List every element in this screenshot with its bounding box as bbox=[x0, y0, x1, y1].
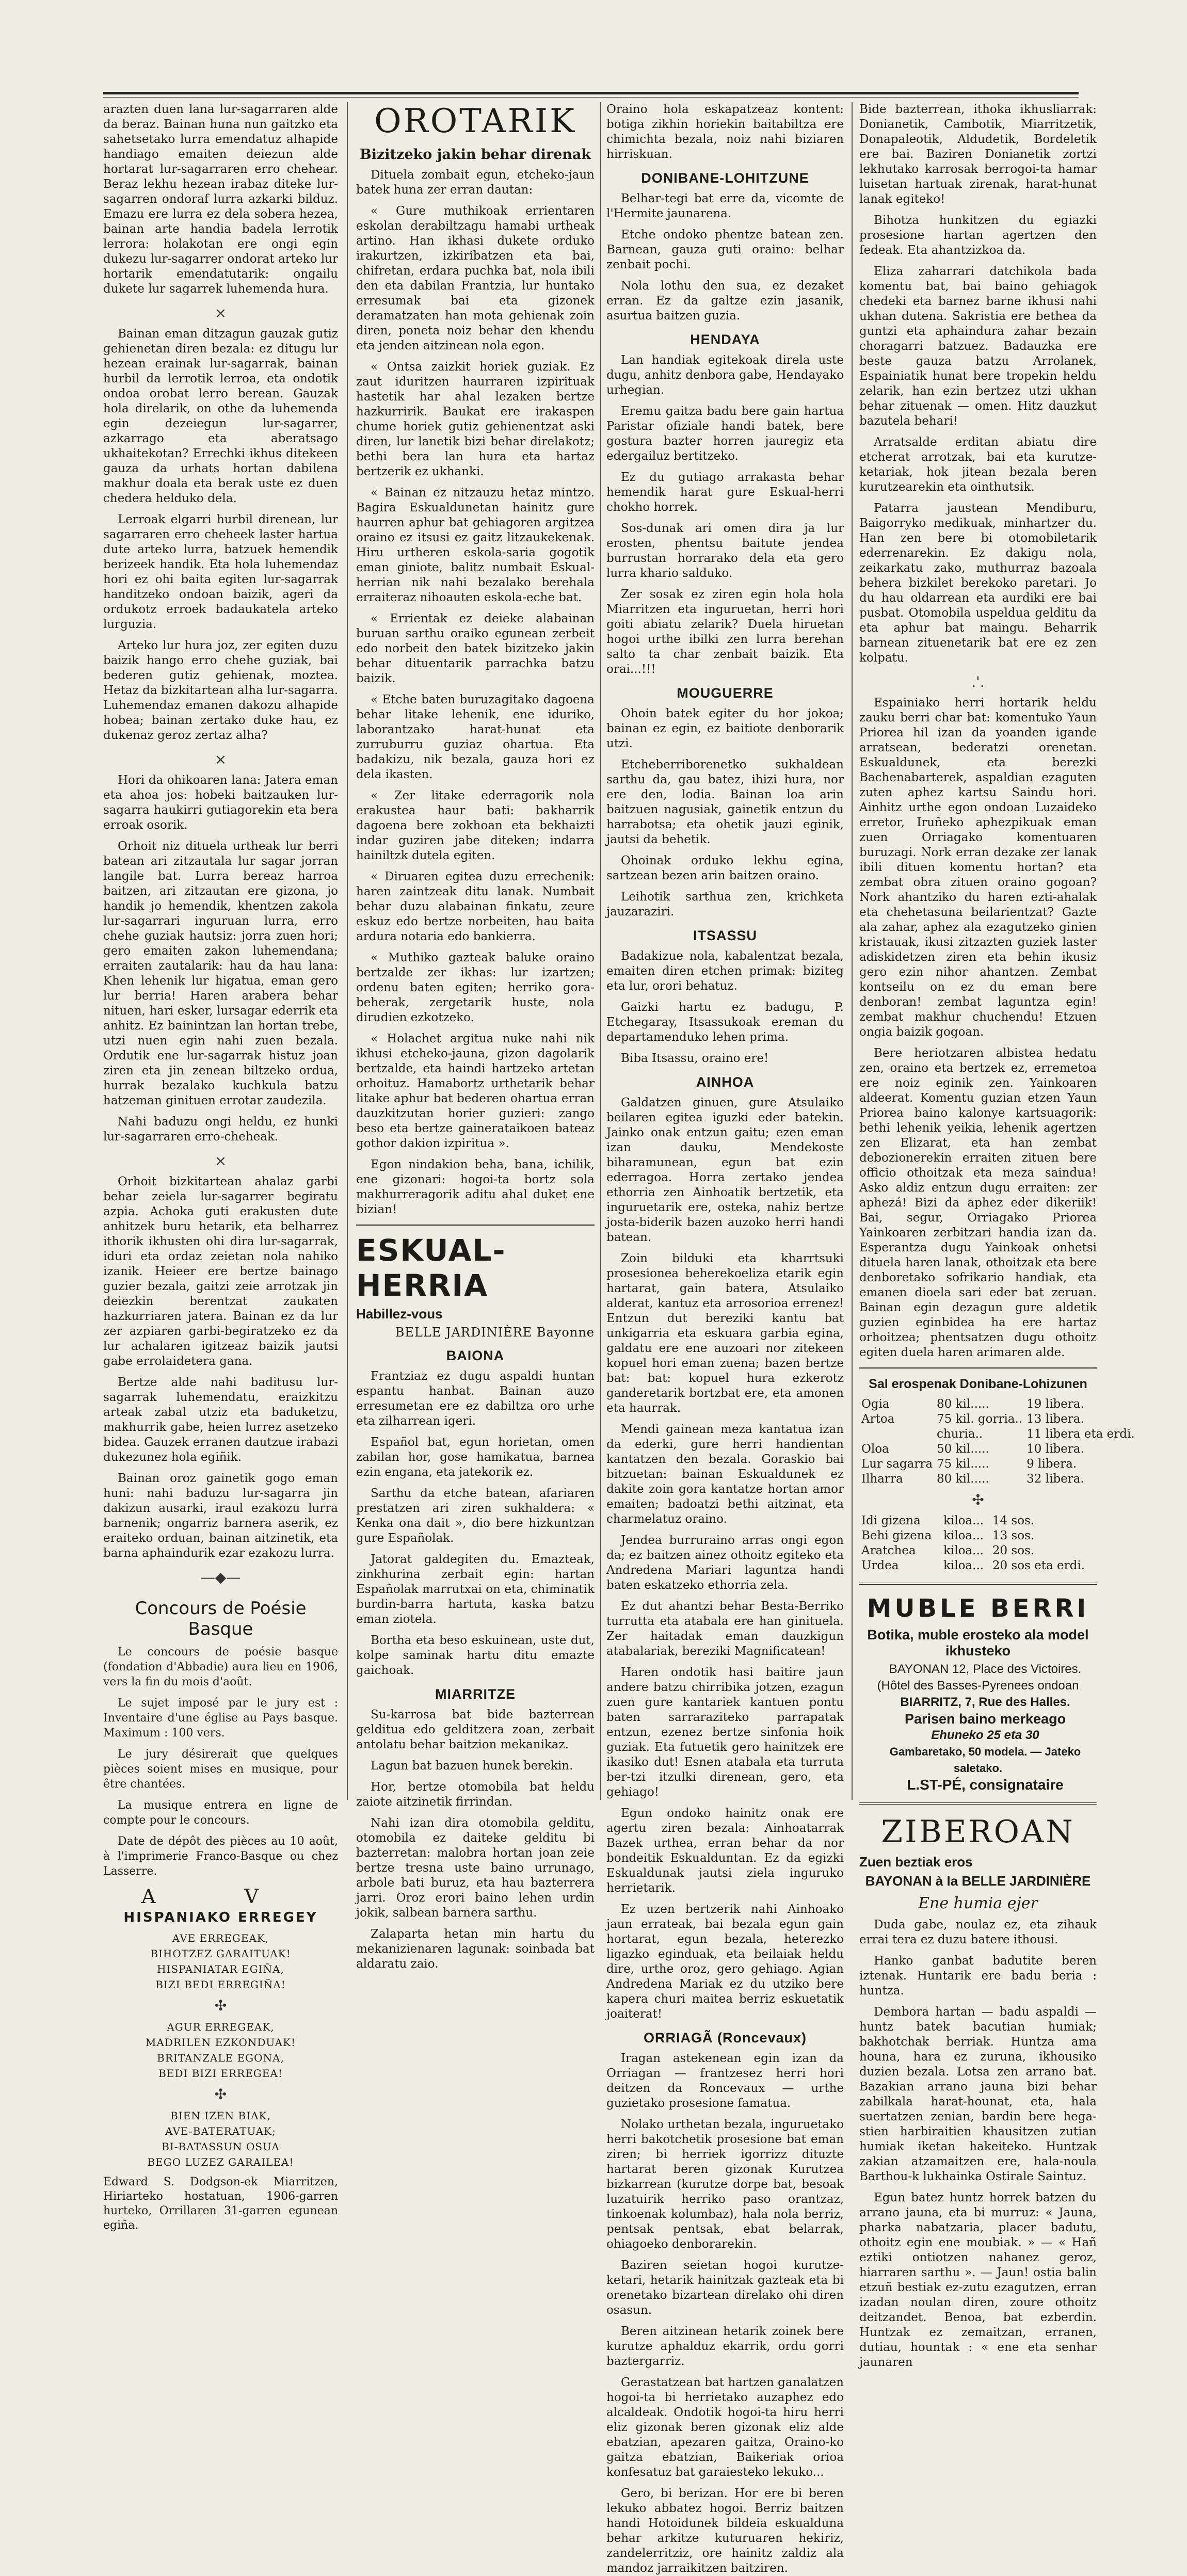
paragraph: Bortha eta beso eskuinean, uste dut, kolpe saminak hartu ditu emazte gaichoak. bbox=[356, 1634, 595, 1677]
poem-verse-2 bbox=[103, 2019, 338, 2081]
column-2 bbox=[356, 102, 595, 1971]
paragraph: Lagun bat bazuen hunek berekin. bbox=[371, 1759, 573, 1773]
section-separator: × bbox=[214, 751, 227, 768]
paragraph: Nola lothu den sua, ez dezaket erran. Ez da galtze ezin jasanik, asurtua baitzen guzia. bbox=[606, 279, 844, 323]
paragraph: Eremu gaitza badu bere gain hartua Paristar ofiziale handi batek, bere gostura bazter horren jauregiz eta edergailuz bertitzeko. bbox=[606, 405, 844, 463]
paragraph: Arteko lur hura joz, zer egiten duzu baizik hango erro chehe guziak, bai bederen gutiz gehienak, moztea. Hetaz da bizkitartean alha lur-sagarra. Luhemendaz emanen dakozu alhapide hobea; bainan zertako duke hau, ez dukenaz geroz zertaz alha? bbox=[103, 639, 338, 742]
place-heading: MOUGUERRE bbox=[677, 685, 774, 701]
paragraph: Espainiako herri hortarik heldu zauku berri char bat: komentuko Yaun Priorea hil izan da yoanden igande arratsean, bederatzi orenetan. Eskualdunek, eta berezki Bachenabarterek, aspaldian ezaguten zuten aphez kartsu Saindu hori. Ainhitz urthe egon ondoan Luzaideko erretor, Iruñeko aphezpikuak eman zuen Orriagako komentuaren buruzagi. Nork erran dezake zer lanak ibili dituen komentu hortan? eta zembat obra zituen oraino gogoan? Nork ahantziko du haren ezti-ahalak eta chehetasuna beilarientzat? Gazte ala zahar, aphez ala ezagutzeko ginien kristauak, ikusi zitzazten guziek laster adiskidetzen ziren eta behin ikusiz gero ezin nihor ahantzen. Zembat kontseilu on ez du eman bere denboran! zembat laguntza egin! zembat makhur chuchendu! Etzuen ongia baizik gogoan. bbox=[859, 696, 1097, 1039]
price-table bbox=[859, 1397, 1137, 1487]
price-cell: kiloa... bbox=[943, 1514, 984, 1527]
paragraph: Zalaparta hetan min hartu du mekanizienaren lagunak: soinbada bat aldaratu zaio. bbox=[356, 1927, 595, 1971]
paragraph: Egun batez huntz horrek batzen du arrano jauna, eta bi murruz: « Jauna, pharka nabatzaria, placer badutu, othoitz egin ene moubiak. » — « Hañ eztiki ontiotzen nahanez geroz, hiarraren sarthu ». — Jaun! ostia balin etzuñ bestiak ez-zutu ezagutzen, erran izadan noulan diren, zoure othoitz deitzandet. Benoa, bat ezberdin. Huntzak ez zemaitzan, erranen, dutiau, hountak : « ene eta senhar jaunaren bbox=[859, 2191, 1097, 2369]
price-cell: Artoa bbox=[861, 1412, 895, 1426]
place-heading: HENDAYA bbox=[690, 332, 760, 347]
top-rule bbox=[103, 92, 1079, 94]
price-cell: kiloa... bbox=[943, 1544, 984, 1557]
paragraph: Bainan oroz gainetik gogo eman huni: nahi baduzu lur-sagarra jin dakizun ausarki, iraul ezakozu lurra barnenik; ongarriz barnera aserik, ez eraiteko orduan, bainan aitzinetik, eta barna aphaindurik ezar ezakozu lurra. bbox=[103, 1472, 338, 1560]
paragraph: arazten duen lana lur-sagarraren alde da beraz. Bainan huna nun gaitzko eta sahetsetako lurra emendatuz alhapide handiago emaiten deiezun alde hortarat lur-sagarraren erro chehear. Beraz lekhu hezean irabaz diteke lur-sagarren ondoraf lurra azkarki bilduz. Emazu ere lurra ez dela sobera hezea, bainan arte handia badela lerrotik lerrora: holakotan ere ongi egin dukezu lur-sagarrer ondorat arteko lur hortarik emendatutarik: ongailu dukete lur sagarrek luhemenda hura. bbox=[103, 103, 338, 296]
paragraph: Bide bazterrean, ithoka ikhusliarrak: Donianetik, Cambotik, Miarritzetik, Donapaleotik, Aldudetik, Bordeletik ere bai. Baziren Donianetik zortzi lekhutako karrosak berrogoi-ta hamar luisetan hartuak zirenak, harat-hunat lanak egiteko! bbox=[859, 103, 1097, 206]
divider bbox=[859, 1367, 1097, 1369]
price-row bbox=[859, 1457, 1137, 1472]
paragraph: Ez dut ahantzi behar Besta-Berriko turrutta eta atabala ere han ginituela. Zer haitadak eman dauzkigun atabalariak, bereziki Magnificatean! bbox=[606, 1600, 844, 1658]
paragraph: « Diruaren egitea duzu errechenik: haren zaintzeak ditu lanak. Numbait behar duzu alabainan finkatu, zeure eskuz edo bertze norbeiten, hau baita ardura notaria edo bankierra. bbox=[356, 870, 595, 943]
price-row bbox=[859, 1558, 1097, 1573]
divider bbox=[859, 1802, 1097, 1805]
paragraph: Arratsalde erditan abiatu dire etcherat arrotzak, bai eta kurutze-ketariak, hok jitean bezala beren kurutzearekin eta ointhutsik. bbox=[859, 436, 1097, 494]
paragraph: Español bat, egun horietan, omen zabilan hor, gose hamikatua, barnea ezin engana, eta jatekorik ez. bbox=[356, 1436, 595, 1479]
verse-line: MADRILEN EZKONDUAK! bbox=[145, 2036, 296, 2049]
price-row bbox=[859, 1472, 1137, 1487]
paragraph: Sos-dunak ari omen dira ja lur erosten, phentsu baitute jendea burrustan horrarako dela eta gero lurra khario salduko. bbox=[606, 522, 844, 580]
verse-line: BEGO LUZEZ GARAILEA! bbox=[147, 2156, 294, 2168]
price-cell: churia.. bbox=[937, 1427, 983, 1441]
price-cell: 11 libera eta erdi. bbox=[1026, 1427, 1135, 1441]
paragraph: Haren ondotik hasi baitire jaun andere batzu chirribika jotzen, ezagun zuen gure kantariek kantuen pontu baten sarraraziteko parrapatak entzun, ezenez bertze sinfonia hoik guziak. Eta futuetik gero hainitzek ere ikasiko dut! Esnen atabala eta turruta ber-tzi itzulki direnean, gero, eta gehiago! bbox=[606, 1666, 844, 1799]
paragraph: Le concours de poésie basque (fondation d'Abbadie) aura lieu en 1906, vers la fin du mois d'août. bbox=[103, 1646, 338, 1688]
paragraph: Biba Itsassu, oraino ere! bbox=[621, 1052, 769, 1065]
concours-heading: Concours de Poésie Basque bbox=[135, 1598, 307, 1639]
ad-text: Gambaretako, 50 modela. — Jateko saletako. bbox=[889, 1745, 1081, 1775]
price-cell: 19 libera. bbox=[1026, 1397, 1084, 1411]
story-title: Ene humia ejer bbox=[918, 1894, 1038, 1912]
column-3 bbox=[606, 102, 844, 2575]
paragraph: Gero, bi berizan. Hor ere bi beren lekuko abbatez hogoi. Berriz baitzen handi Hotoidunek bildeia eskualduna behar arkitze kuturuaren hekiriz, zandelerritziz, ore hainitz zaldiz ala mandoz jarraikitzen baitziren. bbox=[606, 2487, 844, 2575]
paragraph: Nahi izan dira otomobila gelditu, otomobila ez daiteke gelditu bi bazterretan: malobra hortan joan zeie bertze tresna uste baino urrunago, arbole bati buruz, eta hau bazterrera jarri. Oroz erori baino lehen urdin jokik, salbean barnera sarthu. bbox=[356, 1816, 595, 1920]
section-separator: .'. bbox=[971, 673, 985, 690]
paragraph: Zer sosak ez ziren egin hola hola Miarritzen eta inguruetan, herri hori goiti abiatu zelarik? Duela hiruetan hogoi urthe ibilki zen lurra berehan salto ta char zenbait baizik. Eta orai...!!! bbox=[606, 588, 844, 676]
top-rule-thin bbox=[103, 97, 1079, 98]
paragraph: Frantziaz ez dugu aspaldi huntan espantu hanbat. Bainan auzo erresumetan ere ez dabiltza oro urhe eta zilharrean igeri. bbox=[356, 1370, 595, 1428]
price-row bbox=[859, 1528, 1097, 1543]
paragraph: Gerastatzean bat hartzen ganalatzen hogoi-ta bi herrietako auzaphez edo alcaldeak. Ondotik hogoi-ta hiru herri eliz gizonak beren gizonak eliz alde ebatzian, apezaren gaitza, Oraino-ko gaitza ebatzian, Baikeriak orioa konfesatuz bat garaiesteko lekuko... bbox=[606, 2376, 844, 2479]
price-cell: Oloa bbox=[861, 1442, 889, 1456]
paragraph: Baziren seietan hogoi kurutze-ketari, hetarik hainitzak gazteak eta bi orenetako bizartean direlako ohi diren osasun. bbox=[606, 2259, 844, 2317]
poem-verse-3 bbox=[103, 2108, 338, 2170]
price-cell: kiloa... bbox=[943, 1559, 984, 1572]
verse-line: BEDI BIZI ERREGEA! bbox=[158, 2067, 283, 2080]
cross-ornament: ✣ bbox=[214, 2086, 227, 2103]
column-4 bbox=[859, 102, 1135, 2369]
place-heading: ORRIAGÃ (Roncevaux) bbox=[643, 2030, 807, 2046]
paragraph: « Gure muthikoak errientaren eskolan derabiltzagu hamabi urtheak artino. Han ikhasi dukete orduko irakurtzen, izkiribatzen eta bai, chifretan, erdara puchka bat, nola ibili den eta dabilan Frantzia, lur huntako erresumak bai eta gizonek deramatzaten han mota gehienak zoin diren, poneta noiz behar den khendu eta jenden aitzinean nola egon. bbox=[356, 204, 595, 352]
paragraph: « Zer litake ederragorik nola erakustea haur bati: bakharrik dagoena bere zokhoan eta bekhaizti indar guziren jabe diteken; indarra hainiltzk dutela egiten. bbox=[356, 789, 595, 862]
paragraph: Leihotik sarthua zen, krichketa jauzaraziri. bbox=[606, 890, 844, 919]
paragraph: Egun ondoko hainitz onak ere agertu ziren bezala: Ainhoatarrak Bazek urthea, erran behar da nor bondeitik Eskualduntan. Ez da egizki Eskualdunak jautsi ziela inguruko herrietarik. bbox=[606, 1807, 844, 1895]
verse-line: BIZI BEDI ERREGIÑA! bbox=[155, 1978, 286, 1991]
ad-text: L.ST-PÉ, consignataire bbox=[907, 1777, 1064, 1793]
paragraph: Dituela zombait egun, etcheko-jaun batek huna zer erran dautan: bbox=[356, 168, 595, 197]
place-heading: BAIONA bbox=[446, 1348, 505, 1363]
paragraph: Bertze alde nahi baditusu lur-sagarrak luhemendatu, eraizkitzu arteak zabal utziz eta baduketzu, makhurrik gabe, heien lurrez asetzeko bidea. Gauzek erranen dautzue irabazi dukezunez hola egiñik. bbox=[103, 1376, 338, 1464]
verse-line: BI-BATASSUN OSUA bbox=[162, 2140, 280, 2153]
paragraph: Mendi gainean meza kantatua izan da ederki, gure herri handientan kantatzen den bezala. Goraskio bai bitzuetan: bainan Eskualdunek ez dakite zoin gora kantatze hortan amor emaiten; badoatzi bethi aitzinat, eta charmelatuz oraino. bbox=[606, 1423, 844, 1526]
section-title: ESKUAL-HERRIA bbox=[356, 1233, 506, 1303]
paragraph: Dembora hartan — badu aspaldi — huntz batek bacutian humiak; bakhotchak berriak. Huntza ama houna, hara ez zuruna, ikhousiko duzien bezala. Lotsa zen arrano bat. Bazakian arrano jauna bizi behar zabilkala harat-hounat, eta, hala suertatzen zenian, bardin bere hega-stien harbiraitien khausitzen zutian humiak iketan hakeiteko. Huntzak zakian atzamaitzen ere, hala-noula Barthou-k lukhainka Ostirale Saintuz. bbox=[859, 2005, 1097, 2183]
price-cell bbox=[859, 1427, 935, 1442]
ad-text: BELLE JARDINIÈRE Bayonne bbox=[395, 1325, 595, 1340]
verse-line: BIHOTZEZ GARAITUAK! bbox=[150, 1947, 291, 1960]
paragraph: Le jury désirerait que quelques pièces soient mises en musique, pour être chantées. bbox=[103, 1748, 338, 1791]
poem-title: HISPANIAKO ERREGEY bbox=[123, 1910, 318, 1925]
ad-text: BAYONAN 12, Place des Victoires. (Hôtel des Basses-Pyrenees ondoan bbox=[877, 1662, 1082, 1693]
ad-text: BAYONAN à la BELLE JARDINIÈRE bbox=[865, 1873, 1091, 1889]
verse-line: BRITANZALE EGONA, bbox=[157, 2052, 284, 2064]
price-cell: 75 kil..... bbox=[937, 1457, 989, 1471]
price-row bbox=[859, 1442, 1137, 1457]
poem-initials: A V bbox=[141, 1885, 300, 1908]
price-row bbox=[859, 1412, 1137, 1427]
paragraph: Galdatzen ginuen, gure Atsulaiko beilaren egitea iguzki eder batekin. Jainko onak entzun gaitu; ezen eman izan dauku, Mendekoste biharamunean, egun bat ezin ederragoa. Horra zertako jendea ethorria zen Ainhoatik bertzetik, eta inguruetarik ere, osteka, nahiz bertze josta-biderik bazen auzoko herri handi batean. bbox=[606, 1096, 844, 1244]
price-row bbox=[859, 1427, 1137, 1442]
price-cell: 14 sos. bbox=[992, 1514, 1035, 1527]
paragraph: Jendea burruraino arras ongi egon da; ez baitzen ainez othoitz egiteko eta Andredena Mariari laguntza handi baten eskatzeko ethorria zela. bbox=[606, 1534, 844, 1592]
paragraph: Hor, bertze otomobila bat heldu zaiote aitzinetik firrindan. bbox=[356, 1780, 595, 1809]
paragraph: Ez uzen bertzerik nahi Ainhoako jaun errateak, bai bezala egun gain hortarat, egun bezala, heterezko ligazko eginduak, eta beilaiak heldu dire, urthe oroz, gero gehiago. Agian Andredena Mariak ez du utziko bere kapera churi maitea berriz eskuetatik joaiterat! bbox=[606, 1903, 844, 2021]
divider bbox=[356, 1225, 595, 1226]
paragraph: « Holachet argitua nuke nahi nik ikhusi etcheko-jauna, gizon dagolarik bertzalde, eta haindi hartzeko artetan orhoituz. Hamabortz urthetarik behar litake aphur bat bederen ohartua erran dauzkitzutan horier guzieri: zango beso eta bertze gainerataikoen bateaz gothor dakion izpiritua ». bbox=[356, 1032, 595, 1150]
cross-ornament: ✣ bbox=[972, 1491, 984, 1508]
column-1 bbox=[103, 102, 338, 2232]
paragraph: « Ontsa zaizkit horiek guziak. Ez zaut iduritzen haurraren izpirituak hastetik har ahal lezaken bertze hazkurririk. Baukat ere irakaspen chume horiek gutiz gehienentzat aski diren, lur lanetik bizi behar direlakotz; bethi bera lan hura eta hartaz bertzerik ez ukhanki. bbox=[356, 360, 595, 478]
verse-line: BIEN IZEN BIAK, bbox=[170, 2110, 271, 2122]
price-row bbox=[859, 1514, 1097, 1528]
ad-text: Botika, muble erosteko ala model ikhusteko bbox=[867, 1627, 1089, 1659]
verse-line: AGUR ERREGEAK, bbox=[167, 2021, 275, 2033]
paragraph: Patarra jaustean Mendiburu, Baigorryko medikuak, minhartzer du. Han zen bere bi otomobiletarik ederrenarekin. Ez dakigu nola, zeikarkatu zako, muthurraz bazoala behera bizkilet berekoko paretari. Jo du hau oldarrean eta aurdiki ere bai pusbat. Otomobila uspeldua gelditu da eta aphur bat maingu. Beharrik barnean zituenetarik bat ere ez zen kolpatu. bbox=[859, 502, 1097, 665]
paragraph: Bere heriotzaren albistea hedatu zen, oraino eta bertzek ez, erremetoa ere noiz eginik zen. Yainkoaren aldeerat. Komentu guzian etzen Yaun Priorea baino kalonye kartsuagorik: bethi lehenik yeikia, lehenik agertzen zen Elizarat, eta han zembat debozionerekin erraiten zituen bere officio othoitzak eta meza saindua! Asko aldiz entzun dugu erraiten: zer aphezá! Bizi da aphez eder dikeriik! Bai, segur, Orriagako Priorea Yainkoaren zerbitzari handia izan da. Esperantza dugu Yainkoak onhetsi dituela haren lanak, othoitzak eta bere denboretako sofrikario handiak, eta emanen dioela sari eder bat zeruan. Bainan egin dezagun gure aldetik guzien eginbidea ha ere hartaz orhoitzea; phentsatzen dugu othoitz egiten duela haren arimaren alde. bbox=[859, 1046, 1097, 1359]
paragraph: Beren aitzinean hetarik zoinek bere kurutze aphalduz ekarrik, ordu gorri baztergarriz. bbox=[606, 2325, 844, 2368]
paragraph: Oraino hola eskapatzeaz kontent: botiga zikhin horiekin baitabiltza ere chimichta bezala, noiz nahi biziaren hirriskuan. bbox=[606, 103, 844, 161]
price-cell: 75 kil. gorria.. bbox=[937, 1412, 1023, 1426]
column-divider bbox=[347, 102, 348, 1800]
price-cell: Behi gizena bbox=[861, 1529, 932, 1542]
paragraph: La musique entrera en ligne de compte pour le concours. bbox=[103, 1799, 338, 1827]
price-cell: Ogia bbox=[861, 1397, 890, 1411]
paragraph: Le sujet imposé par le jury est : Inventaire d'une église au Pays basque. Maximum : 100 vers. bbox=[103, 1697, 338, 1740]
paragraph: Badakizue nola, kabalentzat bezala, emaiten diren etchen primak: biziteg eta lur, orori behatuz. bbox=[606, 949, 844, 993]
price-cell: 20 sos eta erdi. bbox=[992, 1559, 1085, 1572]
poem-verse-1 bbox=[103, 1930, 338, 1992]
price-cell: 13 libera. bbox=[1026, 1412, 1084, 1426]
column-divider bbox=[852, 102, 853, 1800]
divider bbox=[859, 1583, 1097, 1585]
column-divider bbox=[600, 102, 601, 1800]
section-title: OROTARIK bbox=[374, 102, 576, 140]
paragraph: Su-karrosa bat bide bazterrean gelditua edo gelditzera zoan, zerbait antolatu behar baitzion mekanikaz. bbox=[356, 1708, 595, 1751]
paragraph: Sarthu da etche batean, afariaren prestatzen ari ziren sukhaldera: « Kenka ona dait », dio bere hizkuntzan gure Españolak. bbox=[356, 1487, 595, 1545]
place-heading: DONIBANE-LOHITZUNE bbox=[641, 170, 809, 186]
paragraph: Lan handiak egitekoak direla uste dugu, anhitz denbora gabe, Hendayako urhegian. bbox=[606, 353, 844, 397]
paragraph: Hanko ganbat badutite beren iztenak. Huntarik ere badu beria : huntza. bbox=[859, 1954, 1097, 1998]
cross-ornament: ✣ bbox=[214, 1997, 227, 2014]
verse-line: AVE-BATERATUAK; bbox=[165, 2125, 276, 2137]
paragraph: « Etche baten buruzagitako dagoena behar litake lehenik, ene iduriko, laborantzako harat-hunat eta zurruburru guziaz ohartua. Eta badakizu, nik bezala, gauza hori ez dela ikasten. bbox=[356, 693, 595, 781]
paragraph: « Muthiko gazteak baluke oraino bertzalde zer ikhas: lur izartzen; ordenu baten egiten; herriko gora-beherak, zergetarik huste, nola dirudien ezkotzeko. bbox=[356, 951, 595, 1024]
price-cell: Ilharra bbox=[861, 1472, 903, 1486]
paragraph: Eliza zaharrari datchikola bada komentu bat, bai baino gehiagok chedeki eta barnez barne ikhusi nahi ukhan dutena. Sakristia ere bethea da guntzi eta aphaindura zahar bezain choragarri batzuez. Badauzka ere beste gauza batzu Arrolanek, Espainiatik hunat bere tropekin heldu zelarik, han ezin bertzez utzi ukhan behar zituenak — omen. Hitz dauzkut bazutela behari! bbox=[859, 265, 1097, 428]
price-cell: Urdea bbox=[861, 1559, 899, 1572]
paragraph: Duda gabe, noulaz ez, eta zihauk errai tera ez duzu batere ithousi. bbox=[859, 1918, 1097, 1946]
price-cell: 80 kil..... bbox=[937, 1397, 989, 1411]
ornament: —◆— bbox=[200, 1569, 241, 1586]
paragraph: Jatorat galdegiten du. Emazteak, zinkhurina zerbait egin: hartan Españolak marrutxai on eta, chiminatik burdin-barra hartuta, kaska batzu eman ziotela. bbox=[356, 1553, 595, 1626]
paragraph: Orhoit bizkitartean ahalaz garbi behar zeiela lur-sagarrer begiratu azpia. Achoka guti erakusten dute anhitzek buru hetarik, eta belharrez ithorik ikhusten ohi dira lur-sagarrak, iduri eta ordaz zeietan nola nahiko izanik. Heieer ere bertze bainago guzier bezala, gaitzi zeie arrotzak jin deiezkin berentzat zaukaten hazkurriaren jatera. Bainan ez da lur zer azpiaren garbi-begiratzeko ez da lur achalaren igitzeaz baizik jautsi gabe errolaidetera gana. bbox=[103, 1175, 338, 1368]
price-row bbox=[859, 1543, 1097, 1558]
paragraph: Ohoinak orduko lekhu egina, sartzean bezen arin baitzen oraino. bbox=[606, 854, 844, 882]
paragraph: Belhar-tegi bat erre da, vicomte de l'Hermite jaunarena. bbox=[606, 192, 844, 220]
paragraph: Date de dépôt des pièces au 10 août, à l'imprimerie Franco-Basque ou chez Lasserre. bbox=[103, 1835, 338, 1878]
price-cell: Lur sagarra bbox=[861, 1457, 933, 1471]
signature: Edward S. Dodgson-ek Miarritzen, Hiriarteko hostatuan, 1906-garren hurteko, Orrillaren 31-garren egunean egiña. bbox=[103, 2176, 338, 2232]
price-cell: 9 libera. bbox=[1026, 1457, 1077, 1471]
paragraph: Orhoit niz dituela urtheak lur berri batean ari zitzautala lur sagar jorran langile bat. Lurra bereaz harroa baitzen, ari zitzautan ere gizona, jo handik jo hemendik, khentzen zakola lur-sagarrari inguruan lurra, erro chehe guziak hautsiz: jorra zuen hori; gero emaiten zakon luhemendana; erraiten zautalarik: hau da hau lana: Khen lehenik lur higatua, eman gero lur berria! Haren arabera behar nituen, hari esker, lursagar ederrik eta anhitz. Ez bainintzan lan hortan trebe, utzi nuen egin nahi zuen bezala. Ordutik ene lur-sagarrak histuz joan ziren eta jin zenean biltzeko ordua, hurrak bezalako kuchkula batzu hatzeman ginituen errotar zaudezila. bbox=[103, 840, 338, 1107]
place-heading: ITSASSU bbox=[693, 928, 758, 943]
paragraph: Nolako urthetan bezala, inguruetako herri bakotchetik prosesione bat eman ziren; bi herriek igorrizz dituzte hartarat beren gizonak Kurutzea bizkarrean (kurutze dorpe bat, besoak luzatuirik herriko paso orantzaz, tinkoenak kolumbaz), hala nola berriz, pentsak pentsak, ebat belarrak, ohiagoeko denborarekin. bbox=[606, 2118, 844, 2251]
section-title: ZIBEROAN bbox=[881, 1814, 1075, 1850]
article-title: Bizitzeko jakin behar direnak bbox=[359, 147, 591, 163]
price-cell: 20 sos. bbox=[992, 1544, 1035, 1557]
paragraph: Etcheberriborenetko sukhaldean sarthu da, gau batez, ihizi hura, nor ere den, lodia. Bainan loa arin baitzuen nagusiak, gainetik entzun du harrabotsa; eta ohetik jauzi eginik, jautsi da behetik. bbox=[606, 758, 844, 846]
price-cell: 80 kil..... bbox=[937, 1472, 989, 1486]
ad-text: Parisen baino merkeago bbox=[904, 1711, 1066, 1727]
verse-line: AVE ERREGEAK, bbox=[172, 1932, 269, 1944]
ad-title: MUBLE BERRI bbox=[867, 1594, 1089, 1623]
ad-text: Zuen beztiak eros bbox=[859, 1854, 973, 1870]
price-cell: Aratchea bbox=[861, 1544, 916, 1557]
meat-price-table bbox=[859, 1514, 1097, 1573]
paragraph: Bainan eman ditzagun gauzak gutiz gehienetan diren bezala: ez ditugu lur hezean erainak lur-sagarrak, bainan hurbil da lerrotik lerroa, eta ondotik ondoa orobat lerro berean. Gauzak hola direlarik, on othe da luhemenda egin dezeiegun lur-sagarrer, azkarrago eta aberatsago ukhaitekotan? Errechki ikhus ditekeen gauza da urhats hortan dabilena makhur doala eta berak uste ez duen chedera helduko dela. bbox=[103, 327, 338, 505]
price-cell: 32 libera. bbox=[1026, 1472, 1084, 1486]
paragraph: Bihotza hunkitzen du egiazki prosesione hartan agertzen den fedeak. Eta ahantzizkoa da. bbox=[859, 214, 1097, 257]
paragraph: Zoin bilduki eta kharrtsuki prosesionea beherekoeliza etarik egin hartarat, gain batera, Atsulaiko alderat, kantuz eta arrosorioa errenez! Entzun dut bereziki kantu bat unkigarria eta eskuara garbia egina, galdatu ere ene auzoari nor zitekeen kopuel hori eman zuena; bazen bertze bat: bat: kopuel hura ezkerotz ganderetarik bortzbat ere, eta amonen eta haurrak. bbox=[606, 1252, 844, 1415]
paragraph: « Errientak ez deieke alabainan buruan sarthu oraiko egunean zerbeit edo norbeit den batek bizitzeko jakin behar dituentarik parrachka batzu baizik. bbox=[356, 612, 595, 685]
paragraph: Ohoin batek egiter du hor jokoa; bainan ez egin, ez baitiote denborarik utzi. bbox=[606, 707, 844, 750]
price-cell: 13 sos. bbox=[992, 1529, 1035, 1542]
price-cell: 10 libera. bbox=[1026, 1442, 1084, 1456]
section-separator: × bbox=[214, 304, 227, 321]
paragraph: Egon nindakion beha, bana, ichilik, ene gizonari: hogoi-ta bortz sola makhurreragorik aditu ahal duket ene bizian! bbox=[356, 1158, 595, 1216]
verse-line: HISPANIATAR EGIÑA, bbox=[157, 1963, 284, 1975]
price-cell: Idi gizena bbox=[861, 1514, 921, 1527]
section-separator: × bbox=[214, 1152, 227, 1169]
paragraph: Nahi baduzu ongi heldu, ez hunki lur-sagarraren erro-cheheak. bbox=[103, 1115, 338, 1144]
paragraph: Iragan astekenean egin izan da Orriagan — frantzesez herri hori deitzen da Roncevaux — urthe guzietako prosesione famatua. bbox=[606, 2052, 844, 2110]
ad-text: BIARRITZ, 7, Rue des Halles. bbox=[900, 1695, 1070, 1709]
price-cell: 50 kil..... bbox=[937, 1442, 989, 1456]
place-heading: MIARRITZE bbox=[435, 1686, 516, 1702]
paragraph: Gaizki hartu ez badugu, P. Etchegaray, Itsassukoak ereman du departamenduko lehen prima. bbox=[606, 1001, 844, 1044]
paragraph: Hori da ohikoaren lana: Jatera eman eta ahoa jos: hobeki baitzauken lur-sagarra haukirri gutiagorekin eta bera erroak osorik. bbox=[103, 774, 338, 832]
paragraph: « Bainan ez nitzauzu hetaz mintzo. Bagira Eskualdunetan hainitz gure haurren aphur bat gehiagoren argitzea oraino ez itsusi ez gaitz litzaukekenak. Hiru urtheren eskola-saria gogotik eman giniote, balitz numbait Eskual-herrian nik nahi bezalako berehala erraiteraz nihoauten eskola-eche bat. bbox=[356, 486, 595, 604]
price-row bbox=[859, 1397, 1137, 1412]
price-table-title: Sal erospenak Donibane-Lohizunen bbox=[869, 1377, 1087, 1391]
place-heading: AINHOA bbox=[696, 1074, 755, 1090]
price-cell: kiloa... bbox=[943, 1529, 984, 1542]
ad-text: Habillez-vous bbox=[356, 1306, 443, 1322]
paragraph: Etche ondoko phentze batean zen. Barnean, gauza guti oraino: belhar zenbait pochi. bbox=[606, 228, 844, 271]
ad-text: Ehuneko 25 eta 30 bbox=[931, 1728, 1039, 1742]
paragraph: Lerroak elgarri hurbil direnean, lur sagarraren erro cheheek laster hartua dute arteko lurra, batzuek hemendik berizeek handik. Eta hola luhemendaz hori ez ohi baita egiten lur-sagarrak handitzeko ondoan baizik, ageri da ordukotz erroek badaukatela arteko lurguzia. bbox=[103, 513, 338, 631]
paragraph: Ez du gutiago arrakasta behar hemendik harat gure Eskual-herri chokho horrek. bbox=[606, 471, 844, 514]
